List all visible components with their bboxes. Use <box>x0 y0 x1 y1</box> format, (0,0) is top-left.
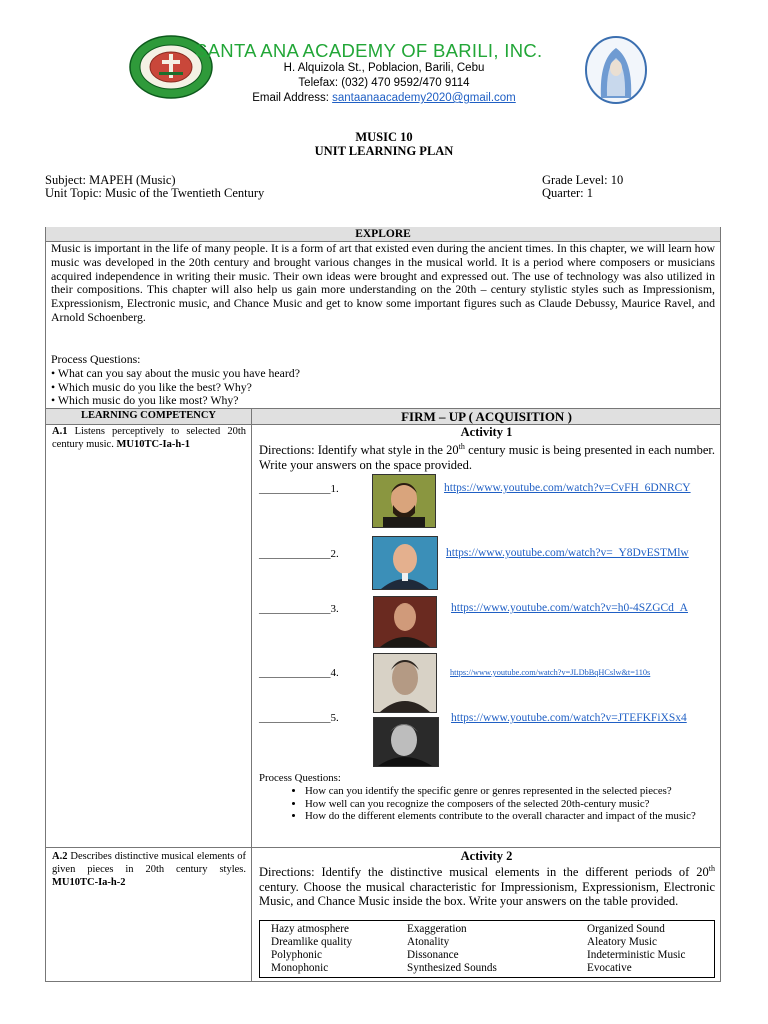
explore-question-3: • Which music do you like most? Why? <box>51 393 239 407</box>
school-name: SANTA ANA ACADEMY OF BARILI, INC. <box>195 40 543 61</box>
characteristic-item: Atonality <box>407 936 450 948</box>
activity-1-question-1: • How can you identify the specific genre or genres represented in the selected pieces? <box>305 785 717 798</box>
characteristic-item: Hazy atmosphere <box>271 923 349 935</box>
divider-line <box>46 847 720 848</box>
activity-1-directions: Directions: Identify what style in the 20th century music is being presented in each number. Write your answers on the space provided. <box>259 442 715 472</box>
answer-blank-1[interactable]: _____________1. <box>259 483 339 495</box>
composer-portrait-4 <box>373 653 437 713</box>
school-telefax: Telefax: (032) 470 9592/470 9114 <box>298 77 470 89</box>
characteristic-item: Dreamlike quality <box>271 936 353 948</box>
answer-blank-3[interactable]: _____________3. <box>259 603 339 615</box>
learning-competency-header: LEARNING COMPETENCY <box>80 410 217 421</box>
youtube-link-5[interactable]: https://www.youtube.com/watch?v=JTEFKFiXSx4 <box>451 712 687 724</box>
characteristic-item: Monophonic <box>271 962 329 974</box>
activity-2-title: Activity 2 <box>460 849 513 863</box>
subject-label: Subject: MAPEH (Music) <box>45 173 176 187</box>
characteristic-item: Exaggeration <box>407 923 467 935</box>
activity-1-process-label: Process Questions: <box>259 772 341 784</box>
youtube-link-1[interactable]: https://www.youtube.com/watch?v=CvFH_6DNRCY <box>444 482 691 494</box>
youtube-link-4[interactable]: https://www.youtube.com/watch?v=JLDbBqHCslw&t=110s <box>450 668 651 677</box>
youtube-link-2[interactable]: https://www.youtube.com/watch?v=_Y8DvESTMlw <box>446 547 689 559</box>
characteristic-item: Dissonance <box>407 949 459 961</box>
email-link[interactable]: santaanaacademy2020@gmail.com <box>332 92 516 104</box>
answer-blank-5[interactable]: _____________5. <box>259 712 339 724</box>
youtube-link-3[interactable]: https://www.youtube.com/watch?v=h0-4SZGCd_A <box>451 602 688 614</box>
explore-heading: EXPLORE <box>46 227 720 242</box>
answer-blank-4[interactable]: _____________4. <box>259 667 339 679</box>
school-address: H. Alquizola St., Poblacion, Barili, Cebu <box>283 62 485 74</box>
document-title: MUSIC 10 <box>355 130 413 144</box>
activity-1-process-questions <box>259 772 717 823</box>
characteristic-item: Organized Sound <box>587 923 665 935</box>
characteristic-item: Polyphonic <box>271 949 322 961</box>
characteristic-item: Synthesized Sounds <box>407 962 497 974</box>
composer-portrait-1 <box>372 474 436 528</box>
composer-portrait-3 <box>373 596 437 648</box>
activity-1-title: Activity 1 <box>460 425 513 439</box>
unit-topic-label: Unit Topic: Music of the Twentieth Century <box>45 186 265 200</box>
explore-question-1: • What can you say about the music you have heard? <box>51 366 300 380</box>
column-divider <box>251 408 252 982</box>
explore-question-2: • Which music do you like the best? Why? <box>51 380 252 394</box>
answer-blank-2[interactable]: _____________2. <box>259 548 339 560</box>
explore-process-label: Process Questions: <box>51 352 141 366</box>
activity-1-question-2: • How well can you recognize the composers of the selected 20th-century music? <box>305 798 717 811</box>
explore-paragraph: Music is important in the life of many people. It is a form of art that existed even during the ancient times. In this chapter, we will learn how music was developed in the 20th century and brought various changes in the musical world. It is a period where composers or musicians acquired independence in writing their music. Their own ideas were brought and expressed out. The use of technology was also utilized in their compositions. This chapter will also help us gain more understanding on the 20th – century stylistic styles such as Impressionism, Expressionism, Electronic music, and Chance Music and get to know some important figures such as Claude Debussy, Maurice Ravel, and Arnold Schoenberg. <box>51 241 715 324</box>
characteristic-item: Aleatory Music <box>587 936 657 948</box>
grade-level-label: Grade Level: 10 <box>542 173 624 187</box>
activity-1-question-3: • How do the different elements contribute to the overall character and impact of the music? <box>305 810 717 823</box>
activity-2-directions: Directions: Identify the distinctive musical elements in the different periods of 20th century. Choose the musical characteristic for Impressionism, Expressionism, Electronic Music, and Chance Music inside the box. Write your answers on the table provided. <box>259 864 715 909</box>
quarter-label: Quarter: 1 <box>542 186 594 200</box>
email-label: Email Address: <box>252 92 333 104</box>
composer-portrait-5 <box>373 717 439 767</box>
competency-a1: A.1 Listens perceptively to selected 20th century music. MU10TC-Ia-h-1 <box>52 426 246 450</box>
competency-a2: A.2 Describes distinctive musical elements of given pieces in 20th century styles. MU10TC-Ia-h-2 <box>52 851 246 888</box>
firm-up-header: FIRM – UP ( ACQUISITION ) <box>401 409 572 424</box>
document-subtitle: UNIT LEARNING PLAN <box>314 144 454 158</box>
characteristic-item: Indeterministic Music <box>587 949 686 961</box>
characteristic-item: Evocative <box>587 962 632 974</box>
school-email-line <box>0 92 768 104</box>
composer-portrait-2 <box>372 536 438 590</box>
